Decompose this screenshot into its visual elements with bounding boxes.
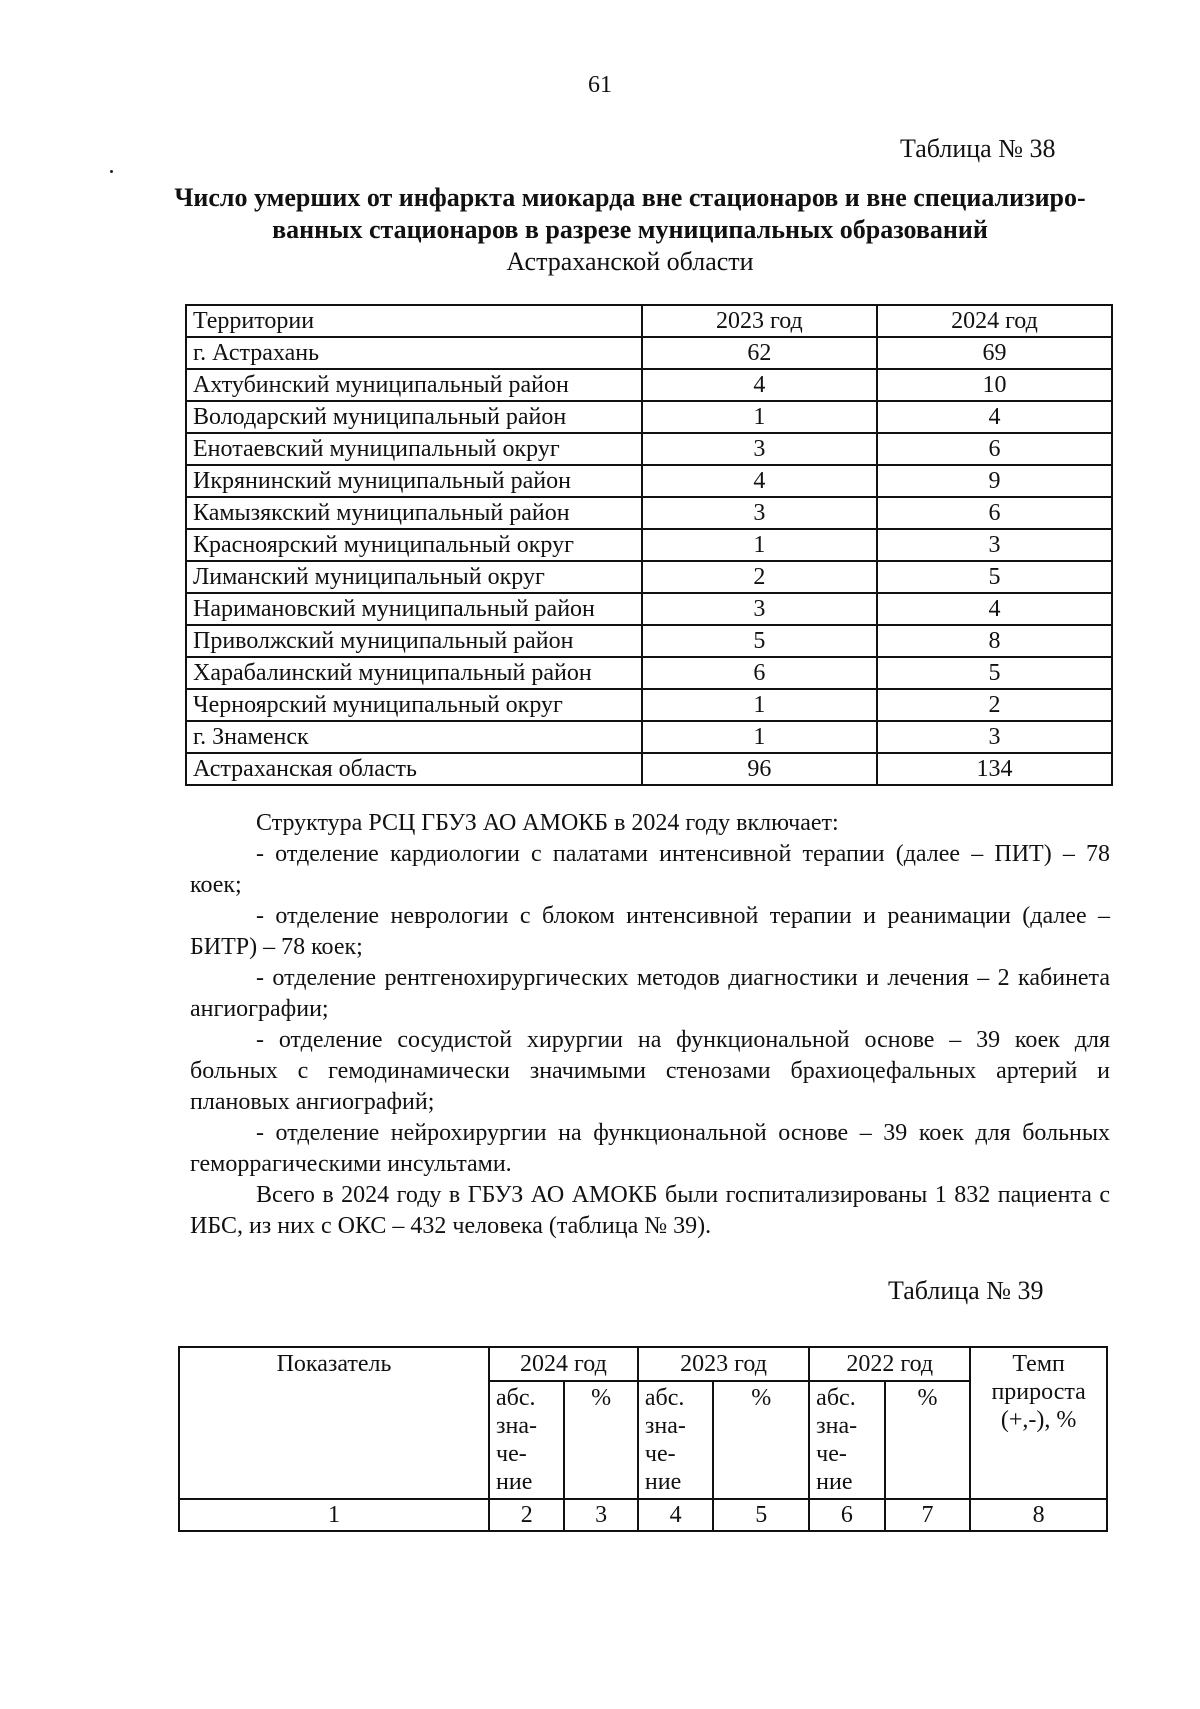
table-row bbox=[186, 497, 1112, 529]
column-number: 1 bbox=[179, 1499, 489, 1531]
value-2023-cell: 1 bbox=[642, 401, 877, 433]
value-2024-cell: 8 bbox=[877, 625, 1112, 657]
paragraph-neurosurgery: - отделение нейрохирургии на функциональной основе – 39 коек для больных геморрагическими инсультами. bbox=[190, 1120, 1110, 1177]
table38-title-line2: ванных стационаров в разрезе муниципальных образований bbox=[272, 215, 988, 244]
value-2024-cell: 2 bbox=[877, 689, 1112, 721]
territory-cell: Красноярский муниципальный округ bbox=[186, 529, 642, 561]
header-2023: 2023 год bbox=[642, 305, 877, 337]
value-2024-cell: 3 bbox=[877, 529, 1112, 561]
territory-cell: Харабалинский муниципальный район bbox=[186, 657, 642, 689]
paragraph-vascular-surgery: - отделение сосудистой хирургии на функциональной основе – 39 коек для больных с гемодинамически значимыми стенозами брахиоцефальных артерий и плановых ангиографий; bbox=[190, 1027, 1110, 1115]
body-text bbox=[190, 808, 1110, 1242]
subheader-pct-2023: % bbox=[713, 1381, 809, 1499]
value-2023-cell: 2 bbox=[642, 561, 877, 593]
value-2023-cell: 62 bbox=[642, 337, 877, 369]
column-number: 3 bbox=[564, 1499, 637, 1531]
table38-header-row bbox=[186, 305, 1112, 337]
territory-cell: Камызякский муниципальный район bbox=[186, 497, 642, 529]
subheader-abs-2022: абс. зна- че- ние bbox=[809, 1381, 884, 1499]
paragraph-cardiology: - отделение кардиологии с палатами интенсивной терапии (далее – ПИТ) – 78 коек; bbox=[190, 841, 1110, 898]
territory-cell: Астраханская область bbox=[186, 753, 642, 785]
table-row bbox=[186, 433, 1112, 465]
value-2023-cell: 3 bbox=[642, 497, 877, 529]
territory-cell: г. Астрахань bbox=[186, 337, 642, 369]
table39 bbox=[178, 1346, 1108, 1532]
value-2023-cell: 6 bbox=[642, 657, 877, 689]
table38-body bbox=[186, 337, 1112, 785]
table38-title-line1: Число умерших от инфаркта миокарда вне стационаров и вне специализиро- bbox=[174, 183, 1086, 212]
value-2024-cell: 4 bbox=[877, 401, 1112, 433]
territory-cell: Лиманский муниципальный округ bbox=[186, 561, 642, 593]
table-row bbox=[186, 625, 1112, 657]
territory-cell: Черноярский муниципальный округ bbox=[186, 689, 642, 721]
column-number: 8 bbox=[970, 1499, 1107, 1531]
value-2024-cell: 6 bbox=[877, 433, 1112, 465]
value-2023-cell: 4 bbox=[642, 369, 877, 401]
value-2024-cell: 9 bbox=[877, 465, 1112, 497]
value-2024-cell: 134 bbox=[877, 753, 1112, 785]
subheader-pct-2022: % bbox=[885, 1381, 971, 1499]
value-2024-cell: 5 bbox=[877, 561, 1112, 593]
table38-title bbox=[150, 182, 1110, 278]
header-year-2024: 2024 год bbox=[489, 1347, 638, 1381]
column-number: 5 bbox=[713, 1499, 809, 1531]
table-row bbox=[186, 401, 1112, 433]
header-indicator: Показатель bbox=[179, 1347, 489, 1499]
header-growth-rate: Темп прироста (+,-), % bbox=[970, 1347, 1107, 1499]
value-2023-cell: 1 bbox=[642, 721, 877, 753]
value-2023-cell: 3 bbox=[642, 593, 877, 625]
value-2023-cell: 5 bbox=[642, 625, 877, 657]
paragraph-structure: Структура РСЦ ГБУЗ АО АМОКБ в 2024 году включает: bbox=[256, 810, 839, 836]
territory-cell: Енотаевский муниципальный округ bbox=[186, 433, 642, 465]
table-row bbox=[186, 337, 1112, 369]
header-2024: 2024 год bbox=[877, 305, 1112, 337]
header-year-2022: 2022 год bbox=[809, 1347, 970, 1381]
value-2024-cell: 3 bbox=[877, 721, 1112, 753]
column-number: 7 bbox=[885, 1499, 971, 1531]
table-row bbox=[186, 593, 1112, 625]
value-2024-cell: 69 bbox=[877, 337, 1112, 369]
paragraph-xray-surgery: - отделение рентгенохирургических методов диагностики и лечения – 2 кабинета ангиографии; bbox=[190, 965, 1110, 1022]
column-number: 4 bbox=[638, 1499, 713, 1531]
subheader-abs-2023: абс. зна- че- ние bbox=[638, 1381, 713, 1499]
territory-cell: Наримановский муниципальный район bbox=[186, 593, 642, 625]
paragraph-total: Всего в 2024 году в ГБУЗ АО АМОКБ были госпитализированы 1 832 пациента с ИБС, из них с ОКС – 432 человека (таблица № 39). bbox=[190, 1182, 1110, 1239]
subheader-abs-2024: абс. зна- че- ние bbox=[489, 1381, 564, 1499]
table38 bbox=[185, 304, 1113, 786]
value-2023-cell: 1 bbox=[642, 529, 877, 561]
table38-label: Таблица № 38 bbox=[900, 134, 1056, 163]
page-number: 61 bbox=[588, 72, 612, 98]
territory-cell: Икрянинский муниципальный район bbox=[186, 465, 642, 497]
table-row bbox=[186, 657, 1112, 689]
value-2024-cell: 6 bbox=[877, 497, 1112, 529]
table-row bbox=[186, 465, 1112, 497]
table-row bbox=[186, 753, 1112, 785]
table39-column-numbers-row bbox=[179, 1499, 1107, 1531]
header-year-2023: 2023 год bbox=[638, 1347, 809, 1381]
value-2024-cell: 5 bbox=[877, 657, 1112, 689]
value-2024-cell: 4 bbox=[877, 593, 1112, 625]
scan-speck bbox=[110, 170, 113, 173]
table-row bbox=[186, 369, 1112, 401]
table-row bbox=[186, 721, 1112, 753]
table39-header-row bbox=[179, 1347, 1107, 1381]
value-2023-cell: 3 bbox=[642, 433, 877, 465]
value-2024-cell: 10 bbox=[877, 369, 1112, 401]
territory-cell: Ахтубинский муниципальный район bbox=[186, 369, 642, 401]
territory-cell: Володарский муниципальный район bbox=[186, 401, 642, 433]
table-row bbox=[186, 689, 1112, 721]
table39-label: Таблица № 39 bbox=[888, 1276, 1044, 1305]
table-row bbox=[186, 529, 1112, 561]
subheader-pct-2024: % bbox=[564, 1381, 637, 1499]
column-number: 6 bbox=[809, 1499, 884, 1531]
paragraph-neurology: - отделение неврологии с блоком интенсивной терапии и реанимации (далее – БИТР) – 78 коек; bbox=[190, 903, 1110, 960]
header-territories: Территории bbox=[186, 305, 642, 337]
territory-cell: Приволжский муниципальный район bbox=[186, 625, 642, 657]
territory-cell: г. Знаменск bbox=[186, 721, 642, 753]
value-2023-cell: 4 bbox=[642, 465, 877, 497]
value-2023-cell: 96 bbox=[642, 753, 877, 785]
column-number: 2 bbox=[489, 1499, 564, 1531]
table38-title-line3: Астраханской области bbox=[506, 247, 754, 276]
value-2023-cell: 1 bbox=[642, 689, 877, 721]
table-row bbox=[186, 561, 1112, 593]
